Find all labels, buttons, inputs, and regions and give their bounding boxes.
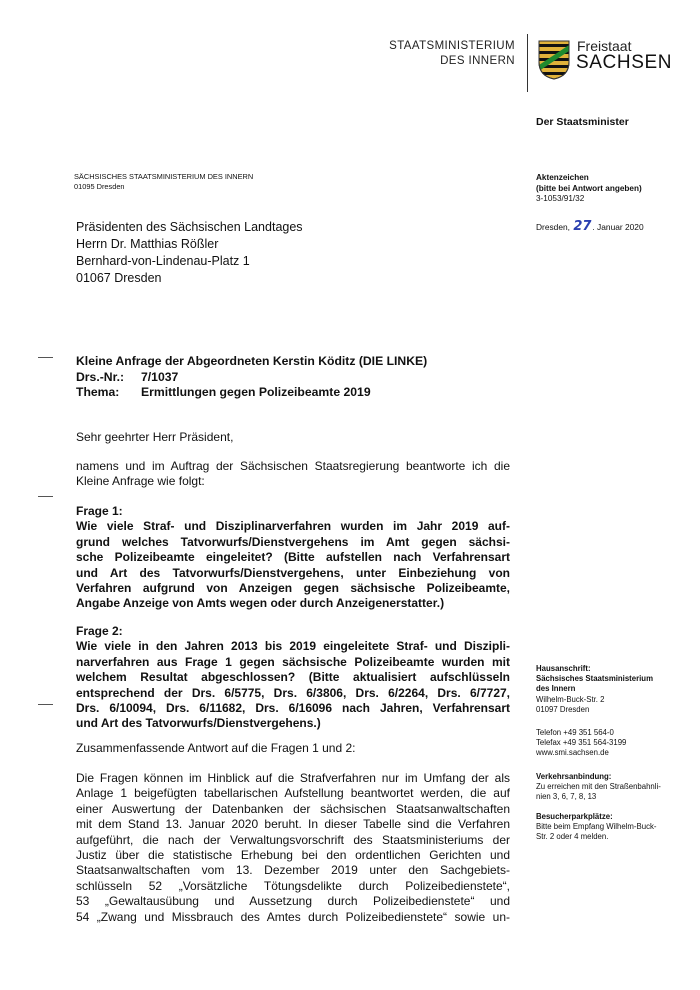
- answer-line: schlüsseln 52 „Vorsätzliche Tötungsdelikte durch Polizeibedienstete“,: [76, 878, 510, 893]
- question-2-heading: Frage 2:: [76, 624, 123, 638]
- question-2-line: entsprechend der Drs. 6/5775, Drs. 6/3806, Drs. 6/2264, Drs. 6/7727,: [76, 685, 510, 700]
- fax-number: Telefax +49 351 564-3199: [536, 738, 627, 748]
- reference-block: [536, 173, 642, 205]
- question-2-line: und Art des Tatvorwurfs/Dienstvergehens.): [76, 716, 321, 731]
- question-1-line: sche Polizeibeamte eingeleitet? (Bitte aufstellen nach Verfahrensart: [76, 550, 510, 565]
- punch-mark: [38, 496, 53, 497]
- answer-line: aufgeführt, die nach der Verwaltungsvorschrift des Staatsministeriums der: [76, 832, 510, 847]
- recipient-address: [76, 219, 303, 287]
- answer-line: Staatsanwaltschaften vom 13. Dezember 2019 unter den Sachgebiets-: [76, 863, 510, 878]
- question-2: [76, 624, 510, 732]
- question-1-heading: Frage 1:: [76, 504, 123, 518]
- intro-line: namens und im Auftrag der Sächsischen Staatsregierung beantworte ich die: [76, 459, 510, 473]
- drs-label: Drs.-Nr.:: [76, 369, 125, 384]
- state-label-name: SACHSEN: [576, 52, 673, 73]
- thema-label: Thema:: [76, 385, 120, 399]
- handwritten-date-day: 27: [573, 219, 592, 234]
- recipient-line-2: Herrn Dr. Matthias Rößler: [76, 237, 219, 251]
- address-line: des Innern: [536, 684, 576, 694]
- subject-drs-row: [76, 370, 427, 386]
- recipient-line-3: Bernhard-von-Lindenau-Platz 1: [76, 254, 250, 268]
- answer-paragraph: [76, 771, 510, 925]
- date-suffix: . Januar 2020: [592, 222, 644, 232]
- sidebar-parking: [536, 812, 656, 843]
- intro-paragraph: [76, 459, 510, 490]
- reference-hint: (bitte bei Antwort angeben): [536, 183, 642, 193]
- phone-number: Telefon +49 351 564-0: [536, 728, 614, 737]
- parking-label: Besucherparkplätze:: [536, 812, 613, 821]
- fold-mark: [38, 704, 53, 705]
- address-line: 01097 Dresden: [536, 704, 590, 714]
- drs-value: 7/1037: [141, 369, 179, 384]
- recipient-line-1: Präsidenten des Sächsischen Landtages: [76, 220, 303, 234]
- intro-line: Kleine Anfrage wie folgt:: [76, 474, 205, 489]
- sender-address: [74, 172, 253, 192]
- reference-number: 3-1053/91/32: [536, 194, 585, 203]
- subject-thema-row: [76, 385, 427, 401]
- question-2-line: Wie viele in den Jahren 2013 bis 2019 eingeleitete Straf- und Diszipli-: [76, 639, 510, 654]
- saxony-coat-of-arms-icon: [538, 40, 570, 80]
- subject-title: Kleine Anfrage der Abgeordneten Kerstin Köditz (DIE LINKE): [76, 354, 428, 368]
- answer-line: 53 „Gewaltausübung und Aussetzung durch Polizeibedienstete“ und: [76, 894, 510, 909]
- website-link[interactable]: www.smi.sachsen.de: [536, 748, 609, 758]
- sidebar-transport: [536, 772, 661, 803]
- transport-line: nien 3, 6, 7, 8, 13: [536, 792, 597, 802]
- question-1-line: grund welches Tatvorwurfs/Dienstvergehens im Amt gegen sächsi-: [76, 534, 510, 549]
- address-line: Sächsisches Staatsministerium: [536, 674, 654, 684]
- sender-line-1: SÄCHSISCHES STAATSMINISTERIUM DES INNERN: [74, 172, 254, 181]
- answer-line: Die Fragen können im Hinblick auf die Strafverfahren nur im Umfang der als: [76, 771, 510, 785]
- thema-value: Ermittlungen gegen Polizeibeamte 2019: [141, 385, 371, 399]
- answer-line: Justiz über die statistische Erhebung bei den ordentlichen Gerichten und: [76, 848, 510, 863]
- question-1-line: Angabe Anzeige von Amts wegen oder durch Anzeigenerstatter.): [76, 596, 445, 611]
- ministry-name: [330, 39, 515, 69]
- answer-line: mit dem Stand 13. Januar 2020 beruht. In dieser Tabelle sind die Verfahren: [76, 817, 510, 832]
- state-label-top: Freistaat: [577, 38, 632, 54]
- sidebar-contact: [536, 728, 626, 759]
- sender-role: Der Staatsminister: [536, 116, 629, 128]
- question-1: [76, 504, 510, 612]
- fold-mark: [38, 357, 53, 358]
- recipient-line-4: 01067 Dresden: [76, 271, 162, 285]
- header-divider: [527, 34, 528, 92]
- date-prefix: Dresden,: [536, 222, 570, 232]
- ministry-line-2: DES INNERN: [440, 55, 515, 67]
- salutation: Sehr geehrter Herr Präsident,: [76, 430, 234, 444]
- sidebar-address: [536, 664, 653, 715]
- address-line: Wilhelm-Buck-Str. 2: [536, 694, 605, 704]
- answer-line: einer Auswertung der Datenbanken der sächsischen Staatsanwaltschaften: [76, 801, 510, 816]
- subject-block: [76, 354, 427, 401]
- parking-line: Bitte beim Empfang Wilhelm-Buck-: [536, 822, 657, 832]
- answer-line: 54 „Zwang und Missbrauch des Amtes durch Polizeibedienstete“ sowie un-: [76, 909, 510, 924]
- question-2-line: narverfahren aus Frage 1 gegen sächsische Polizeibeamte wurden mit: [76, 654, 510, 669]
- address-label: Hausanschrift:: [536, 664, 591, 673]
- answer-line: Anlage 1 beigefügten tabellarischen Aufstellung beantwortet werden, die auf: [76, 786, 510, 801]
- transport-line: Zu erreichen mit den Straßenbahnli-: [536, 782, 661, 792]
- parking-line: Str. 2 oder 4 melden.: [536, 832, 609, 842]
- answer-heading: Zusammenfassende Antwort auf die Fragen 1 und 2:: [76, 741, 356, 755]
- question-2-line: welchem Resultat abgeschlossen? (Bitte aktualisiert aufschlüsseln: [76, 670, 510, 685]
- letter-date: [536, 219, 644, 234]
- reference-label: Aktenzeichen: [536, 173, 589, 182]
- question-2-line: Drs. 6/10094, Drs. 6/11682, Drs. 6/16096 nach Jahren, Verfahrensart: [76, 701, 510, 716]
- question-1-line: Verfahren aufgrund von Anzeigen gegen sächsische Polizeibeamte,: [76, 581, 510, 596]
- question-1-line: Wie viele Straf- und Disziplinarverfahren wurden im Jahr 2019 auf-: [76, 519, 510, 534]
- transport-label: Verkehrsanbindung:: [536, 772, 612, 781]
- question-1-line: und Art des Tatvorwurfs/Dienstvergehens, unter Einbeziehung von: [76, 565, 510, 580]
- ministry-line-1: STAATSMINISTERIUM: [389, 40, 515, 52]
- sender-line-2: 01095 Dresden: [74, 182, 125, 191]
